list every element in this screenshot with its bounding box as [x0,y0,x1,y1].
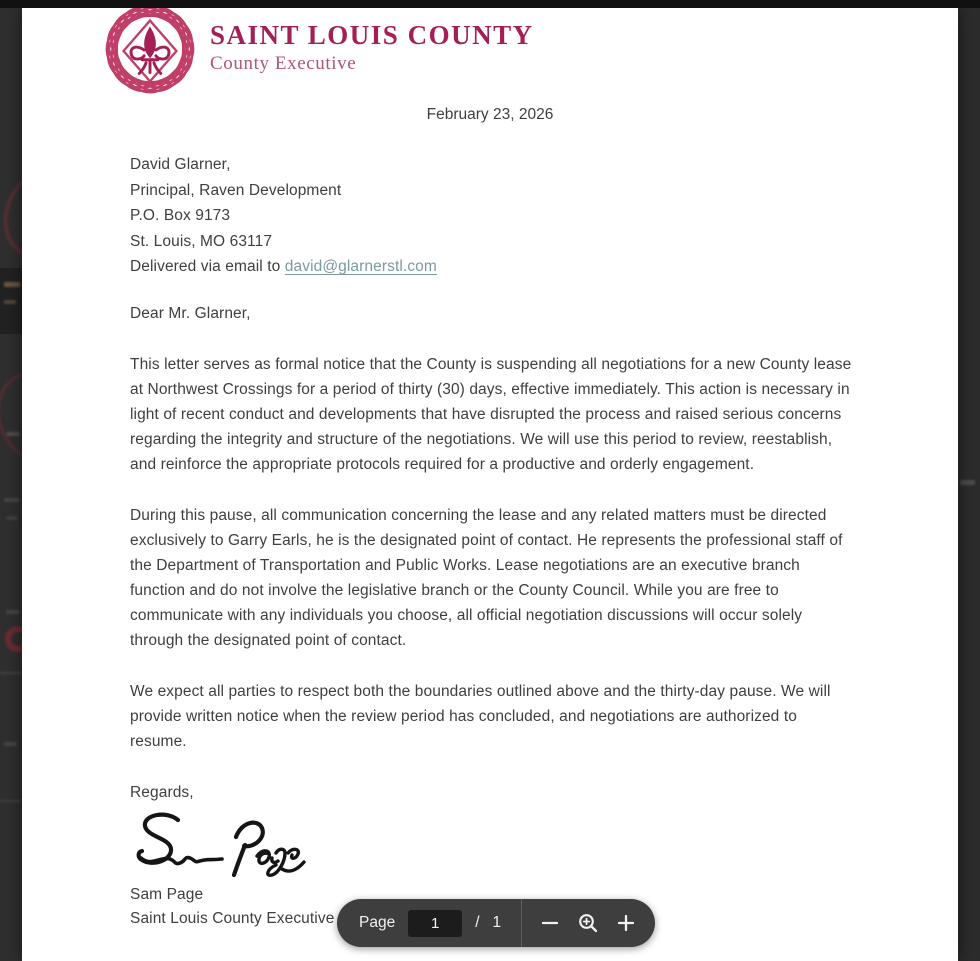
closing: Regards, [130,783,194,801]
background-text-fragment [6,432,20,436]
zoom-out-button[interactable] [531,903,569,943]
toolbar-divider [521,899,522,947]
delivery-line [130,254,852,280]
county-seal-logo [101,0,199,98]
body-paragraph: This letter serves as formal notice that the County is suspending all negotiations for a new County lease at Northwest Crossings for a period of thirty (30) days, effective immediately. This action is necessary in light of recent conduct and developments that have disrupted the process and raised serious concerns regarding the integrity and structure of the negotiations. We will use this period to review, reestablish, and reinforce the appropriate protocols required for a productive and orderly engagement. [130,355,852,473]
background-red-curve-fragment [0,363,22,470]
plus-icon [616,913,636,933]
page-separator: / [475,914,480,931]
recipient-title: Principal, Raven Development [130,181,342,199]
background-divider-fragment [0,800,22,802]
recipient-po-box: P.O. Box 9173 [130,207,231,224]
dimmed-background-left-strip [0,0,22,961]
recipient-name: David Glarner, [130,156,231,173]
page-label: Page [359,914,396,931]
signature-ink-icon [130,811,308,883]
browser-top-strip [0,0,980,8]
zoom-in-button[interactable] [607,903,645,943]
letter-page [22,8,958,961]
background-text-fragment [4,742,17,746]
total-pages: 1 [492,914,502,931]
page-number-input[interactable] [408,910,462,937]
background-red-circle-fragment [5,626,22,652]
org-subtitle: County Executive [210,53,357,74]
background-text-fragment [4,300,16,304]
delivery-prefix: Delivered via email to [130,258,285,275]
salutation: Dear Mr. Glarner, [130,304,251,322]
zoom-tool-button[interactable] [569,903,607,943]
body-paragraph: During this pause, all communication concerning the lease and any related matters must be directed exclusively to Garry Earls, he is the designated point of contact. He represents the professional staff of the Department of Transportation and Public Works. Lease negotiations are an executive branch function and do not involve the legislative branch or the County Council. While you are free to communicate with any individuals you choose, all official negotiation discussions will occur solely through the designated point of contact. [130,506,843,649]
background-text-fragment [6,610,20,614]
background-red-curve-fragment [0,158,22,269]
background-text-fragment [4,498,20,502]
recipient-city: St. Louis, MO 63117 [130,232,273,250]
signer-name: Sam Page [130,885,204,903]
body-paragraph: We expect all parties to respect both the boundaries outlined above and the thirty-day pause. We will provide written notice when the review period has concluded, and negotiations are authorized to resume. [130,682,831,750]
background-divider-fragment [0,672,22,674]
background-text-fragment [6,516,18,520]
dimmed-background-right-strip [958,0,980,961]
magnifier-zoom-icon [577,912,599,934]
pdf-toolbar [337,899,655,947]
background-text-fragment [4,282,20,287]
signer-title: Saint Louis County Executive [130,910,335,927]
minus-icon [540,913,560,933]
handwritten-signature [130,811,308,883]
recipient-address-block [130,152,852,280]
letter-date: February 23, 2026 [426,106,554,123]
fleur-de-lis-seal-icon [101,0,199,98]
recipient-email-link[interactable]: david@glarnerstl.com [284,258,437,275]
org-name: SAINT LOUIS COUNTY [210,20,534,50]
background-text-fragment [960,480,975,485]
